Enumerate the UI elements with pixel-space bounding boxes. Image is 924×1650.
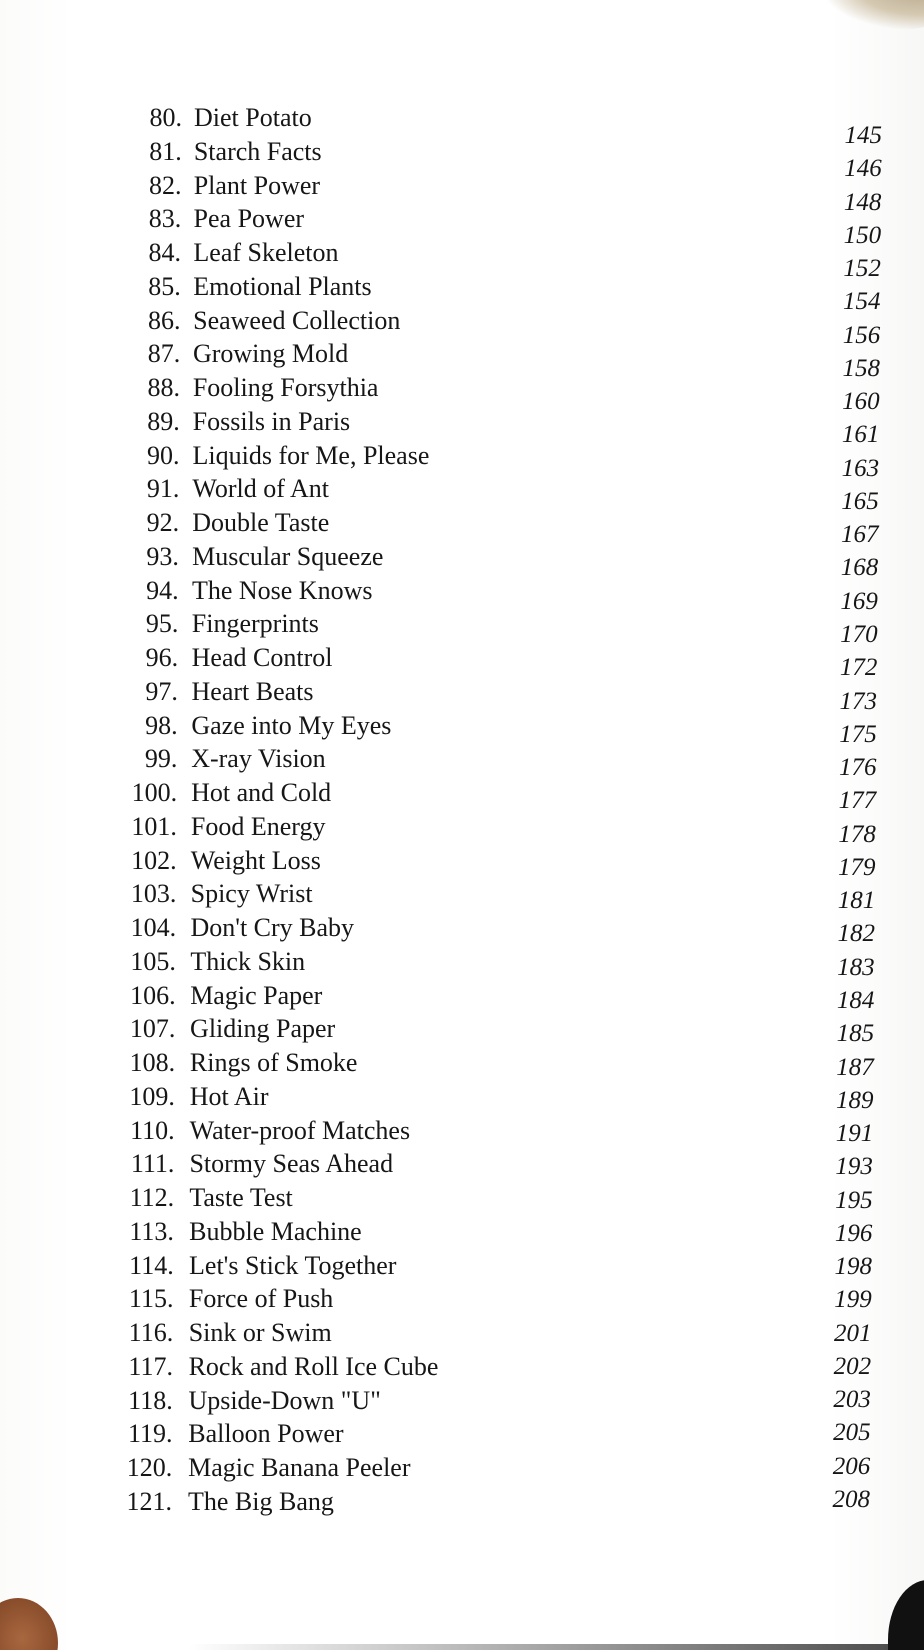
toc-entry bbox=[0, 372, 760, 404]
toc-entry bbox=[0, 1182, 760, 1214]
entry-number: 85. bbox=[148, 271, 181, 301]
page-number: 177 bbox=[838, 787, 877, 815]
page-number: 205 bbox=[833, 1419, 871, 1447]
entry-number: 82. bbox=[149, 170, 182, 200]
toc-entry bbox=[0, 338, 760, 370]
page-number: 148 bbox=[843, 188, 882, 216]
entry-number: 103. bbox=[130, 879, 177, 909]
toc-entry bbox=[0, 1250, 760, 1282]
entry-title: Heart Beats bbox=[191, 676, 314, 706]
entry-number: 86. bbox=[148, 305, 181, 335]
entry-number: 105. bbox=[130, 946, 176, 976]
entry-title: Fooling Forsythia bbox=[192, 373, 379, 403]
toc-entry bbox=[0, 102, 760, 134]
entry-title: Leaf Skeleton bbox=[193, 238, 339, 268]
toc-entry bbox=[0, 440, 760, 472]
page-number: 167 bbox=[840, 521, 879, 549]
toc-entry bbox=[0, 271, 760, 303]
entry-title: Rings of Smoke bbox=[189, 1048, 358, 1078]
entry-title: Sink or Swim bbox=[188, 1318, 332, 1348]
entry-number: 111. bbox=[130, 1149, 175, 1179]
entry-number: 92. bbox=[146, 508, 180, 538]
entry-title: Liquids for Me, Please bbox=[192, 440, 430, 470]
entry-title: Hot and Cold bbox=[191, 778, 332, 808]
entry-number: 88. bbox=[147, 373, 181, 403]
entry-number: 110. bbox=[130, 1115, 175, 1145]
toc-entry bbox=[0, 642, 760, 674]
toc-entry bbox=[0, 1013, 760, 1045]
entry-title: Starch Facts bbox=[193, 136, 322, 166]
entry-title: Fingerprints bbox=[191, 609, 319, 639]
entry-number: 104. bbox=[130, 913, 177, 943]
page-number: 196 bbox=[834, 1219, 873, 1247]
entry-number: 87. bbox=[147, 339, 181, 369]
toc-entry bbox=[0, 710, 760, 742]
page-number: 203 bbox=[833, 1386, 871, 1414]
page-number: 158 bbox=[842, 354, 880, 382]
entry-title: World of Ant bbox=[192, 474, 329, 504]
page-number: 191 bbox=[835, 1120, 874, 1148]
page-number: 175 bbox=[839, 720, 877, 748]
page-number: 181 bbox=[837, 887, 876, 915]
toc-entry bbox=[0, 1081, 760, 1113]
entry-number: 81. bbox=[149, 136, 182, 166]
entry-title: Magic Paper bbox=[190, 980, 323, 1010]
entry-number: 91. bbox=[146, 474, 180, 504]
entry-title: Force of Push bbox=[188, 1284, 334, 1314]
toc-entry bbox=[0, 608, 760, 640]
toc-entry bbox=[0, 912, 760, 944]
toc-entry bbox=[0, 541, 760, 573]
toc-entry bbox=[0, 845, 760, 877]
page-number: 154 bbox=[843, 288, 881, 316]
toc-entry bbox=[0, 1115, 760, 1147]
toc-entry bbox=[0, 777, 760, 809]
toc-entry bbox=[0, 946, 760, 978]
page-number: 182 bbox=[837, 920, 875, 948]
toc-entry bbox=[0, 406, 760, 438]
page-number: 187 bbox=[836, 1053, 874, 1081]
entry-number: 83. bbox=[148, 204, 182, 234]
entry-title: Diet Potato bbox=[194, 103, 312, 132]
entry-title: Hot Air bbox=[189, 1081, 269, 1111]
toc-entry bbox=[0, 1452, 760, 1484]
page-number: 201 bbox=[833, 1319, 872, 1347]
entry-title: Taste Test bbox=[189, 1183, 293, 1213]
entry-number: 100. bbox=[131, 778, 178, 808]
entry-number: 112. bbox=[129, 1183, 175, 1213]
entry-title: The Nose Knows bbox=[191, 575, 373, 605]
entry-title: Head Control bbox=[191, 643, 333, 673]
toc-entry bbox=[0, 1047, 760, 1079]
page-number: 206 bbox=[832, 1452, 871, 1480]
entry-number: 119. bbox=[127, 1419, 173, 1449]
entry-number: 107. bbox=[129, 1014, 176, 1044]
page-number: 161 bbox=[841, 421, 880, 449]
entry-number: 97. bbox=[145, 676, 178, 706]
toc-entry bbox=[0, 1216, 760, 1248]
entry-title: Spicy Wrist bbox=[190, 879, 313, 909]
toc-entry bbox=[0, 473, 760, 505]
entry-number: 118. bbox=[128, 1385, 173, 1415]
page-number: 195 bbox=[835, 1186, 873, 1214]
entry-number: 114. bbox=[129, 1250, 174, 1280]
toc-entry bbox=[0, 507, 760, 539]
entry-number: 94. bbox=[146, 575, 179, 605]
page-number: 170 bbox=[840, 621, 878, 649]
page-number: 169 bbox=[840, 587, 878, 615]
entry-title: Pea Power bbox=[193, 204, 305, 234]
page-number: 198 bbox=[834, 1253, 873, 1281]
page-number: 193 bbox=[835, 1153, 873, 1181]
entry-title: Let's Stick Together bbox=[189, 1250, 397, 1280]
entry-number: 98. bbox=[145, 710, 178, 740]
entry-number: 99. bbox=[144, 744, 178, 774]
page-number: 208 bbox=[832, 1486, 870, 1513]
entry-title: Double Taste bbox=[192, 508, 330, 538]
entry-number: 108. bbox=[129, 1048, 176, 1078]
entry-number: 80. bbox=[149, 103, 182, 132]
entry-title: Gliding Paper bbox=[190, 1014, 336, 1044]
entry-title: Rock and Roll Ice Cube bbox=[188, 1351, 439, 1381]
toc-entry bbox=[0, 878, 760, 910]
page-number: 145 bbox=[844, 122, 882, 149]
entry-number: 113. bbox=[129, 1216, 174, 1246]
toc-entry bbox=[0, 1148, 760, 1180]
entry-number: 121. bbox=[126, 1487, 172, 1516]
entry-title: Growing Mold bbox=[192, 339, 349, 369]
entry-title: Gaze into My Eyes bbox=[191, 710, 392, 740]
entry-title: Don't Cry Baby bbox=[190, 913, 355, 943]
entry-title: Upside-Down "U" bbox=[188, 1385, 381, 1415]
page-number: 160 bbox=[842, 388, 880, 416]
toc-entry bbox=[0, 305, 760, 337]
toc-entry bbox=[0, 811, 760, 843]
entry-number: 116. bbox=[128, 1318, 174, 1348]
entry-title: X-ray Vision bbox=[191, 744, 326, 774]
toc-entry bbox=[0, 170, 760, 202]
entry-title: Water-proof Matches bbox=[189, 1115, 411, 1145]
toc-entry bbox=[0, 136, 760, 168]
entry-number: 109. bbox=[129, 1081, 175, 1111]
toc-entry bbox=[0, 1283, 760, 1315]
page-number: 189 bbox=[836, 1086, 874, 1114]
entry-number: 115. bbox=[128, 1284, 174, 1314]
entry-title: Stormy Seas Ahead bbox=[189, 1149, 394, 1179]
entry-title: Seaweed Collection bbox=[193, 305, 401, 335]
toc-entry bbox=[0, 575, 760, 607]
page-number: 152 bbox=[843, 255, 881, 283]
toc-entry bbox=[0, 1418, 760, 1450]
entry-title: Weight Loss bbox=[190, 845, 321, 875]
entry-title: Food Energy bbox=[190, 811, 326, 841]
entry-number: 101. bbox=[131, 811, 177, 841]
toc-entry bbox=[0, 1486, 760, 1518]
entry-number: 117. bbox=[128, 1351, 173, 1381]
page-number: 199 bbox=[834, 1286, 872, 1314]
entry-title: Bubble Machine bbox=[189, 1216, 362, 1246]
toc-entry bbox=[0, 743, 760, 775]
toc-entry bbox=[0, 1317, 760, 1349]
page-number: 202 bbox=[833, 1352, 872, 1380]
entry-title: Balloon Power bbox=[188, 1419, 344, 1449]
toc-entry bbox=[0, 980, 760, 1012]
page-number: 185 bbox=[836, 1020, 875, 1048]
page-number: 165 bbox=[841, 487, 879, 515]
entry-number: 95. bbox=[145, 609, 179, 639]
toc-entry bbox=[0, 1351, 760, 1383]
entry-title: Magic Banana Peeler bbox=[188, 1453, 411, 1483]
page-number: 183 bbox=[837, 953, 875, 981]
entry-title: Plant Power bbox=[193, 170, 321, 200]
entry-title: Thick Skin bbox=[190, 946, 306, 976]
page-number: 168 bbox=[840, 554, 879, 582]
toc-entry bbox=[0, 237, 760, 269]
entry-number: 90. bbox=[147, 440, 180, 470]
page-number: 179 bbox=[838, 853, 876, 881]
page-number: 173 bbox=[839, 687, 878, 715]
entry-title: The Big Bang bbox=[188, 1487, 334, 1516]
entry-title: Muscular Squeeze bbox=[192, 541, 384, 571]
toc-entry bbox=[0, 1385, 760, 1417]
entry-title: Fossils in Paris bbox=[192, 406, 351, 436]
entry-title: Emotional Plants bbox=[193, 271, 372, 301]
page-number: 184 bbox=[836, 986, 875, 1014]
toc-entry bbox=[0, 676, 760, 708]
entry-number: 96. bbox=[145, 643, 179, 673]
page-number: 176 bbox=[838, 754, 877, 782]
entry-number: 120. bbox=[126, 1453, 173, 1483]
toc-entry bbox=[0, 203, 760, 235]
entry-number: 106. bbox=[130, 980, 176, 1010]
entry-number: 93. bbox=[146, 541, 179, 571]
entry-number: 84. bbox=[148, 238, 182, 268]
page-number: 150 bbox=[843, 221, 882, 249]
page-number: 156 bbox=[842, 321, 881, 349]
entry-number: 102. bbox=[131, 845, 177, 875]
page-number: 178 bbox=[838, 820, 876, 848]
page-number: 172 bbox=[839, 654, 878, 682]
page-number: 163 bbox=[841, 454, 880, 482]
page-number: 146 bbox=[844, 155, 882, 183]
entry-number: 89. bbox=[147, 406, 180, 436]
